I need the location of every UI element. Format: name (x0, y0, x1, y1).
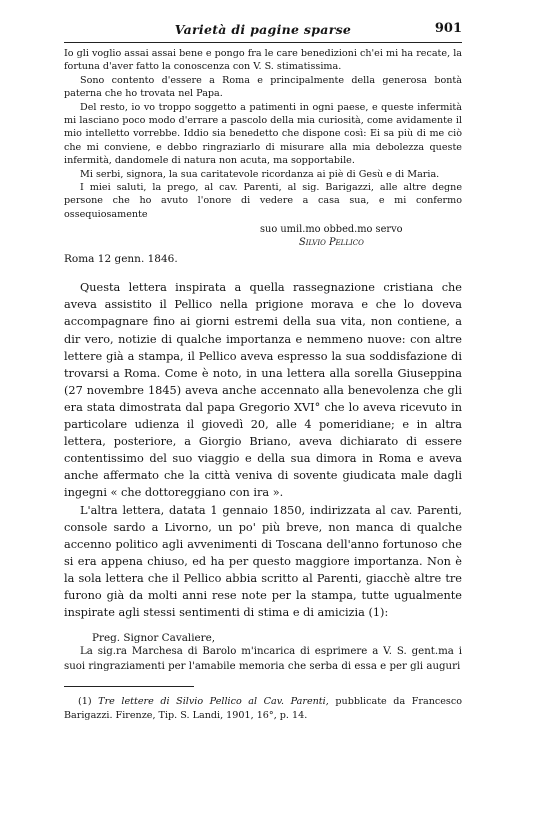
letter-paragraph: I miei saluti, la prego, al cav. Parenti, al sig. Barigazzi, alle altre degne persone che ho avuto l'onore di vedere a casa sua, e mi confermo ossequiosamente (64, 182, 462, 220)
page-header (64, 20, 462, 43)
footnote-text (64, 695, 462, 723)
book-page (64, 20, 462, 723)
dateline: Roma 12 genn. 1846. (64, 253, 178, 266)
letter-paragraph: Sono contento d'essere a Roma e principalmente della generosa bontà paterna che ho trovata nel Papa. (64, 74, 462, 100)
footnote (64, 695, 462, 723)
footnote-rest: pubblicate da Francesco Barigazzi. Firenze, Tip. S. Landi, 1901, 16°, p. 14. (64, 696, 463, 722)
letter-signature (64, 223, 462, 249)
letter-tail (64, 47, 462, 221)
letter-paragraph: Io gli voglio assai assai bene e pongo fra le care benedizioni ch'ei mi ha recate, la fortuna d'aver fatto la conoscenza con V. S. stimatissima. (64, 48, 462, 73)
running-title: Varietà di pagine sparse (174, 22, 352, 37)
letter-paragraph: Mi serbi, signora, la sua caritatevole ricordanza ai piè di Gesù e di Maria. (80, 168, 440, 180)
signature-name: Silvio Pellico (299, 237, 364, 249)
letter-paragraph: Del resto, io vo troppo soggetto a patimenti in ogni paese, e queste infermità mi lasciano poco modo d'errare a pascolo della mia curiosità, come avidamente il mio intelletto vorrebbe. Iddio sia benedetto che dispone così: Ei sa più di me ciò che mi conviene, e debbo ringraziarlo di misurare alla mia debolezza queste infermità, dandomele di natura non acuta, ma sopportabile. (64, 101, 462, 167)
footnote-marker: (1) (78, 696, 92, 708)
body-paragraph: Questa lettera inspirata a quella rassegnazione cristiana che aveva assistito il Pellico nella prigione morava e che lo doveva accompagnare fino ai giorni estremi della sua vita, non contiene, a dir vero, notizie di qualche importanza e nemmeno nuove: con altre lettere già a stampa, il Pellico aveva espresso la sua soddisfazione di trovarsi a Roma. Come è noto, in una lettera alla sorella Giuseppina (27 novembre 1845) aveva anche accennato alla benevolenza che gli era stata dimostrata dal papa Gregorio XVI° che lo aveva ricevuto in particolare udienza il giovedì 20, alle 4 pomeridiane; e in altra lettera, posteriore, a Giorgio Briano, aveva dichiarato di essere contentissimo del suo viaggio e della sua dimora in Roma e aveva anche affermato che la città veniva di sovente giudicata male dagli ingegni « che dottoreggiano con ira ». (64, 281, 462, 500)
page-number: 901 (434, 21, 462, 36)
second-letter-paragraph: La sig.ra Marchesa di Barolo m'incarica di esprimere a V. S. gent.ma i suoi ringraziamenti per l'amabile memoria che serba di essa e per gli auguri (64, 646, 462, 672)
footnote-rule (64, 686, 194, 687)
closing-formula: suo umil.mo obbed.mo servo (260, 224, 403, 236)
body-paragraph: L'altra lettera, datata 1 gennaio 1850, indirizzata al cav. Parenti, console sardo a Livorno, un po' più breve, non manca di qualche accenno politico agli avvenimenti di Toscana dell'anno fortunoso che si era appena chiuso, ed ha per questo maggiore importanza. Non è la sola lettera che il Pellico abbia scritto al Parenti, giacchè altre tre furono già da molti anni rese note per la stampa, tutte ugualmente inspirate agli stessi sentimenti di stima e di amicizia (1): (64, 503, 462, 620)
main-text (64, 279, 462, 621)
second-letter (64, 645, 462, 674)
salutation: Preg. Signor Cavaliere, (92, 632, 216, 645)
footnote-title: Tre lettere di Silvio Pellico al Cav. Parenti, (98, 696, 329, 708)
